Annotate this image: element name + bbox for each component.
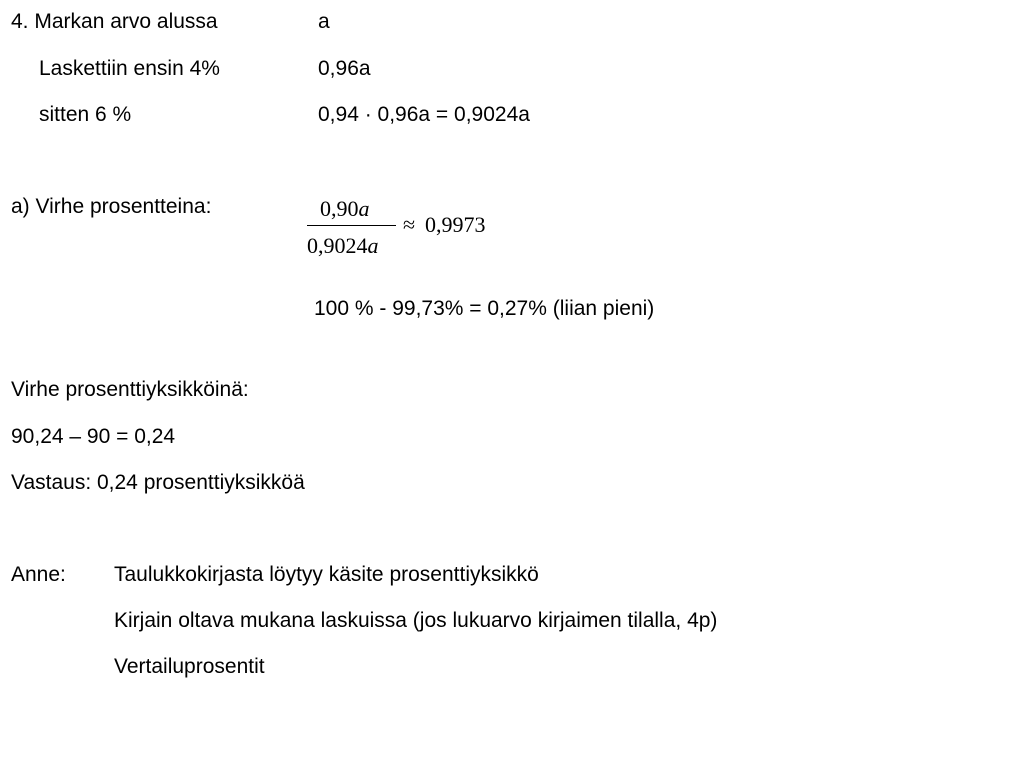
second-step-value: 0,94 · 0,96a = 0,9024a xyxy=(318,103,530,126)
second-step-label: sitten 6 % xyxy=(39,103,132,126)
fraction-denominator xyxy=(307,235,379,257)
percentage-points-calculation: 90,24 – 90 = 0,24 xyxy=(11,425,176,448)
numerator-variable: a xyxy=(358,196,370,221)
numerator-number: 0,90 xyxy=(320,196,359,221)
answer-text: Vastaus: 0,24 prosenttiyksikköä xyxy=(11,471,305,494)
fraction-numerator xyxy=(320,198,370,220)
note-item: Vertailuprosentit xyxy=(114,655,265,678)
denominator-number: 0,9024 xyxy=(307,233,368,258)
notes-label: Anne: xyxy=(11,563,66,586)
approx-symbol: ≈ xyxy=(403,212,416,237)
fraction-result: 0,9973 xyxy=(425,212,486,237)
part-a-label: a) Virhe prosentteina: xyxy=(11,195,212,218)
fraction-bar xyxy=(307,225,396,226)
percentage-points-label: Virhe prosenttiyksikköinä: xyxy=(11,378,249,401)
start-value: a xyxy=(318,10,330,33)
denominator-variable: a xyxy=(367,233,379,258)
first-step-label: Laskettiin ensin 4% xyxy=(39,57,220,80)
first-step-value: 0,96a xyxy=(318,57,371,80)
note-item: Taulukkokirjasta löytyy käsite prosenttiyksikkö xyxy=(114,563,539,586)
percent-difference: 100 % - 99,73% = 0,27% (liian pieni) xyxy=(314,297,655,320)
note-item: Kirjain oltava mukana laskuissa (jos lukuarvo kirjaimen tilalla, 4p) xyxy=(114,609,718,632)
problem-heading: 4. Markan arvo alussa xyxy=(11,10,218,33)
